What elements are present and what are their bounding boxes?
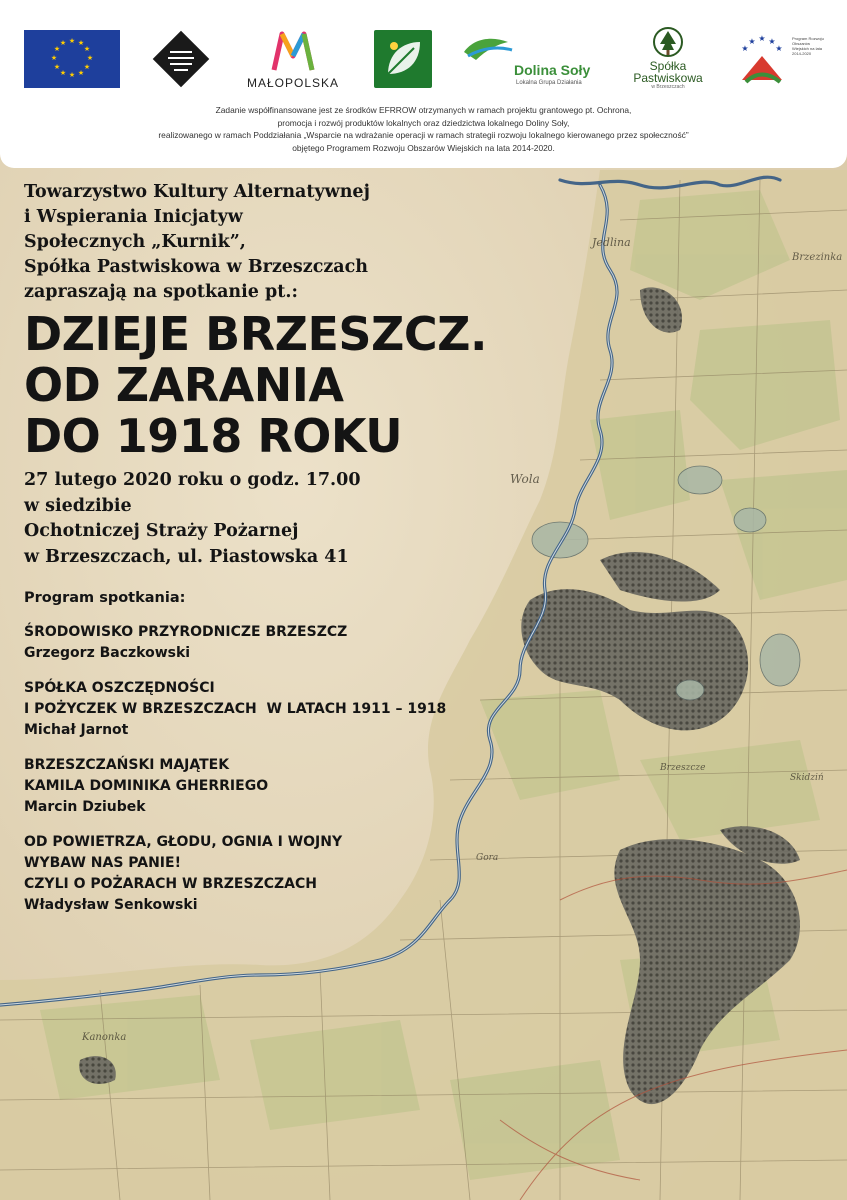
svg-text:★: ★: [83, 45, 91, 53]
program-heading: Program spotkania:: [24, 590, 186, 606]
malopolska-logo: [238, 26, 348, 92]
program-topic: I POŻYCZEK W BRZESZCZACH W LATACH 1911 – 1918: [24, 701, 447, 717]
program-speaker: Michał Jarnot: [24, 722, 129, 738]
program-topic: SPÓŁKA OSZCZĘDNOŚCI: [24, 680, 215, 696]
program-topic: OD POWIETRZA, GŁODU, OGNIA I WOJNY: [24, 834, 343, 850]
svg-text:★: ★: [50, 54, 58, 62]
program-topic: KAMILA DOMINIKA GHERRIEGO: [24, 778, 269, 794]
event-address: w Brzeszczach, ul. Piastowska 41: [24, 546, 349, 567]
eu-flag-icon: [24, 30, 120, 88]
svg-text:★: ★: [741, 44, 749, 53]
svg-text:★: ★: [77, 39, 85, 47]
funding-line: realizowanego w ramach Poddziałania „Wsparcie na wdrażanie operacji w ramach strategii rozwoju lokalnego kierowanego przez społeczność”: [158, 130, 689, 140]
organizer-line: Towarzystwo Kultury Alternatywnej: [24, 182, 370, 202]
map-label-jedlina: Jedlina: [592, 236, 631, 249]
svg-text:★: ★: [68, 71, 76, 79]
svg-text:★: ★: [775, 44, 783, 53]
svg-text:★: ★: [83, 63, 91, 71]
organizers: [24, 180, 584, 305]
program-item: [24, 678, 584, 741]
prow-2014-2020-subtext: Program Rozwoju Obszarów Wiejskich na lata 2014-2020: [792, 36, 824, 56]
poster-content: [24, 180, 584, 916]
spolka-pastwiskowa-logo: [628, 26, 708, 92]
prow-leaf-logo-icon: [374, 30, 432, 88]
program-speaker: Grzegorz Baczkowski: [24, 645, 191, 661]
spolka-pastwiskowa-text: Spółka Pastwiskowa: [633, 59, 703, 85]
dolina-soly-logo: [462, 30, 602, 88]
funding-line: objętego Programem Rozwoju Obszarów Wiejskich na lata 2014-2020.: [292, 142, 555, 153]
event-details: [24, 468, 584, 570]
spolka-pastwiskowa-subtext: w Brzeszczach: [651, 84, 685, 90]
leader-logo-icon: [152, 30, 210, 88]
program-item: [24, 755, 584, 818]
tree-emblem-icon: [628, 26, 708, 60]
svg-text:★: ★: [768, 37, 776, 46]
map-label-wola: Wola: [510, 472, 540, 486]
malopolska-text: MAŁOPOLSKA: [246, 76, 340, 90]
svg-text:★: ★: [758, 34, 766, 43]
svg-text:★: ★: [68, 37, 76, 45]
malopolska-m-icon: [238, 26, 348, 74]
svg-text:★: ★: [53, 45, 61, 53]
program-speaker: Władysław Senkowski: [24, 897, 198, 913]
svg-text:★: ★: [86, 54, 94, 62]
program-topic: CZYLI O POŻARACH W BRZESZCZACH: [24, 876, 317, 892]
svg-text:★: ★: [59, 69, 67, 77]
program-item: [24, 832, 584, 916]
map-label-gora: Gora: [476, 853, 499, 863]
map-label-brzezinka: Brzezinka: [792, 252, 843, 263]
svg-text:★: ★: [59, 39, 67, 47]
title-line: DO 1918 ROKU: [24, 409, 403, 463]
map-label-kanonka: Kanonka: [82, 1032, 127, 1043]
svg-text:★: ★: [53, 63, 61, 71]
map-label-brzeszcze: Brzeszcze: [660, 763, 706, 773]
organizer-line: Spółka Pastwiskowa w Brzeszczach: [24, 257, 369, 277]
program-item: [24, 622, 584, 664]
funding-header: [0, 0, 847, 168]
program-topic: BRZESZCZAŃSKI MAJĄTEK: [24, 757, 230, 773]
dolina-soly-subtext: Lokalna Grupa Działania: [516, 80, 582, 86]
funding-line: Zadanie współfinansowane jest ze środków EFRROW otrzymanych w ramach projektu grantowego pt. Ochrona,: [215, 105, 632, 115]
organizer-line: Społecznych „Kurnik”,: [24, 232, 246, 252]
event-venue-line: Ochotniczej Straży Pożarnej: [24, 521, 299, 541]
map-label-skidzin: Skidziń: [790, 773, 824, 783]
prow-2014-2020-logo: [732, 32, 824, 90]
program-topic: ŚRODOWISKO PRZYRODNICZE BRZESZCZ: [24, 624, 348, 640]
event-venue-line: w siedzibie: [24, 495, 132, 516]
event-title: [24, 309, 584, 462]
funding-line: promocja i rozwój produktów lokalnych oraz dziedzictwa lokalnego Doliny Soły,: [277, 117, 570, 128]
funding-statement: [40, 104, 807, 154]
title-line: OD ZARANIA: [24, 358, 344, 412]
invitation-line: zapraszają na spotkanie pt.:: [24, 282, 298, 302]
event-date: 27 lutego 2020 roku o godz. 17.00: [24, 470, 361, 490]
organizer-line: i Wspierania Inicjatyw: [24, 207, 243, 227]
title-line: DZIEJE BRZESZCZ.: [24, 307, 487, 361]
program-topic: WYBAW NAS PANIE!: [24, 855, 181, 871]
svg-text:★: ★: [77, 69, 85, 77]
dolina-soly-hills-icon: [462, 30, 522, 66]
dolina-soly-text: Dolina Soły: [514, 62, 591, 78]
program-speaker: Marcin Dziubek: [24, 799, 146, 815]
prow-stars-house-icon: [732, 32, 792, 90]
svg-text:★: ★: [748, 37, 756, 46]
